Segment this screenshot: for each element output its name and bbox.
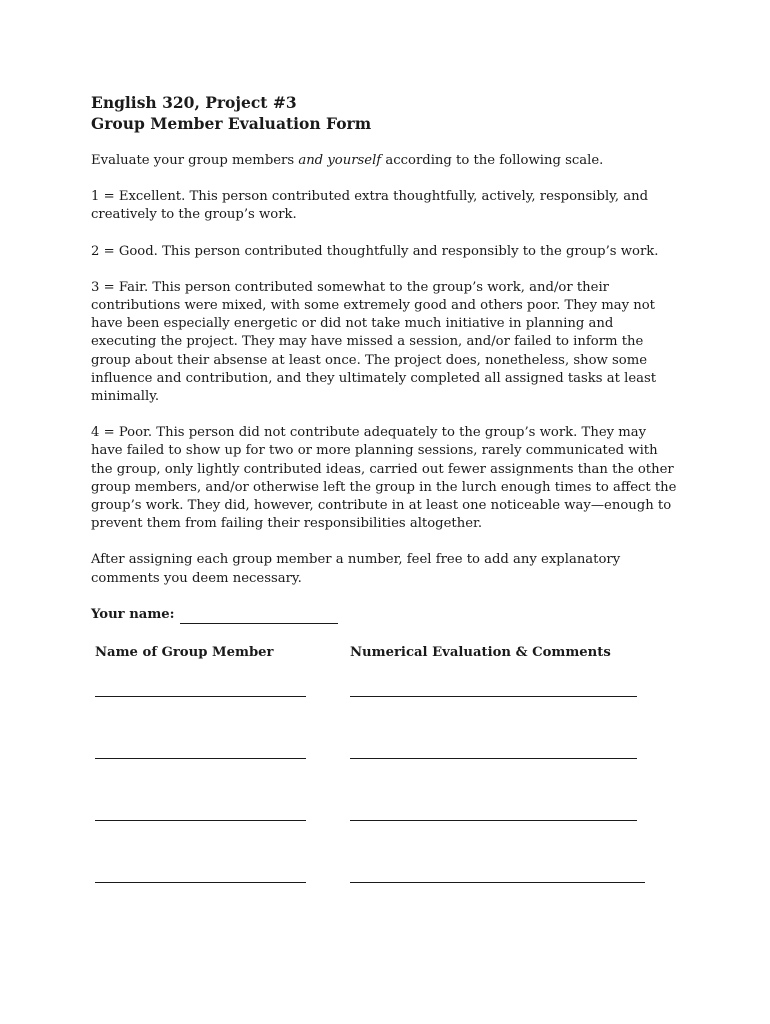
table-header [95,644,655,662]
your-name-blank[interactable] [180,610,338,624]
scale-good: 2 = Good. This person contributed thoughtfully and responsibly to the group’s work. [91,243,659,259]
member-name-blank[interactable] [95,882,306,883]
intro-after: according to the following scale. [381,153,604,168]
scale-fair: 3 = Fair. This person contributed somewhat to the group’s work, and/or their contributions were mixed, with some extremely good and others poor. They may not have been especially energetic or did not take much initiative in planning and executing the project. They may have missed a session, and/or failed to inform the group about their absense at least once. The project does, nonetheless, show some influence and contribution, and they ultimately completed all assigned tasks at least minimally. [91,279,657,405]
course-title: English 320, Project #3 [91,93,297,112]
member-name-blank[interactable] [95,696,306,697]
closing-instructions: After assigning each group member a number, feel free to add any explanatory comments you deem necessary. [91,552,621,586]
evaluation-blank[interactable] [350,820,637,821]
intro-before: Evaluate your group members [91,153,299,168]
col-evaluation-header: Numerical Evaluation & Comments [350,645,611,660]
evaluation-blank[interactable] [350,758,637,759]
intro-text [91,152,681,170]
evaluation-table [95,644,655,662]
evaluation-blank[interactable] [350,696,637,697]
your-name-field [91,606,681,624]
form-title: Group Member Evaluation Form [91,114,372,133]
evaluation-blank[interactable] [350,882,645,883]
your-name-label: Your name: [91,606,175,622]
member-name-blank[interactable] [95,758,306,759]
evaluation-form [91,92,681,624]
col-name-header: Name of Group Member [95,645,274,660]
intro-emphasis: and yourself [298,153,382,168]
scale-excellent: 1 = Excellent. This person contributed extra thoughtfully, actively, responsibly, and creatively to the group’s work. [91,189,649,223]
scale-poor: 4 = Poor. This person did not contribute adequately to the group’s work. They may have failed to show up for two or more planning sessions, rarely communicated with the group, only lightly contributed ideas, carried out fewer assignments than the other group members, and/or otherwise left the group in the lurch enough times to affect the group’s work. They did, however, contribute in at least one noticeable way—enough to prevent them from failing their responsibilities altogether. [91,425,677,532]
member-name-blank[interactable] [95,820,306,821]
